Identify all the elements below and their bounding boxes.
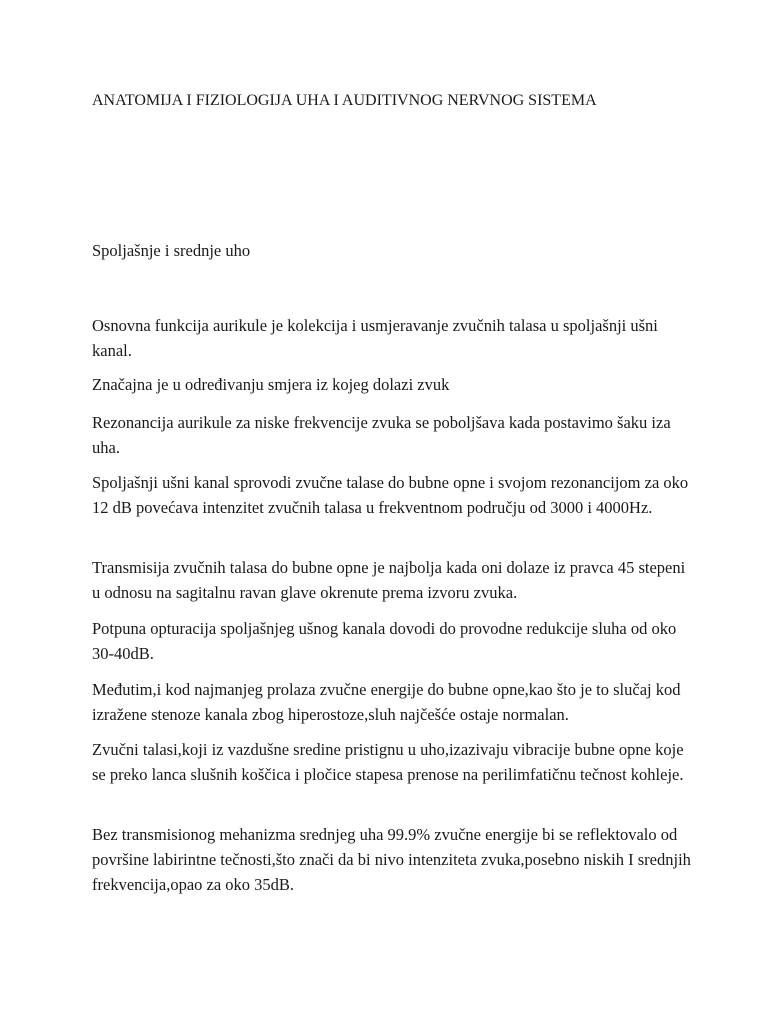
paragraph-5: Transmisija zvučnih talasa do bubne opne je najbolja kada oni dolaze iz pravca 45 stepeni u odnosu na sagitalnu ravan glave okrenute prema izvoru zvuka. bbox=[92, 558, 686, 602]
paragraph-4: Spoljašnji ušni kanal sprovodi zvučne talase do bubne opne i svojom rezonancijom za oko 12 dB povećava intenzitet zvučnih talasa u frekventnom području od 3000 i 4000Hz. bbox=[92, 473, 689, 517]
paragraph-3: Rezonancija aurikule za niske frekvencije zvuka se poboljšava kada postavimo šaku iza uha. bbox=[92, 413, 671, 457]
document-title: ANATOMIJA I FIZIOLOGIJA UHA I AUDITIVNOG NERVNOG SISTEMA bbox=[92, 92, 597, 109]
paragraph-7: Međutim,i kod najmanjeg prolaza zvučne energije do bubne opne,kao što je to slučaj kod izražene stenoze kanala zbog hiperostoze,sluh najčešće ostaje normalan. bbox=[92, 680, 681, 724]
paragraph-2: Značajna je u određivanju smjera iz kojeg dolazi zvuk bbox=[92, 375, 450, 394]
paragraph-1: Osnovna funkcija aurikule je kolekcija i usmjeravanje zvučnih talasa u spoljašnji ušni kanal. bbox=[92, 316, 658, 360]
paragraph-8: Zvučni talasi,koji iz vazdušne sredine pristignu u uho,izazivaju vibracije bubne opne koje se preko lanca slušnih koščica i pločice stapesa prenose na perilimfatičnu tečnost kohleje. bbox=[92, 740, 684, 784]
paragraph-9: Bez transmisionog mehanizma srednjeg uha 99.9% zvučne energije bi se reflektovalo od površine labirintne tečnosti,što znači da bi nivo intenziteta zvuka,posebno niskih I srednjih frekvencija,opao za oko 35dB. bbox=[92, 825, 691, 894]
section-heading: Spoljašnje i srednje uho bbox=[92, 241, 251, 260]
paragraph-6: Potpuna opturacija spoljašnjeg ušnog kanala dovodi do provodne redukcije sluha od oko 30-40dB. bbox=[92, 619, 677, 663]
